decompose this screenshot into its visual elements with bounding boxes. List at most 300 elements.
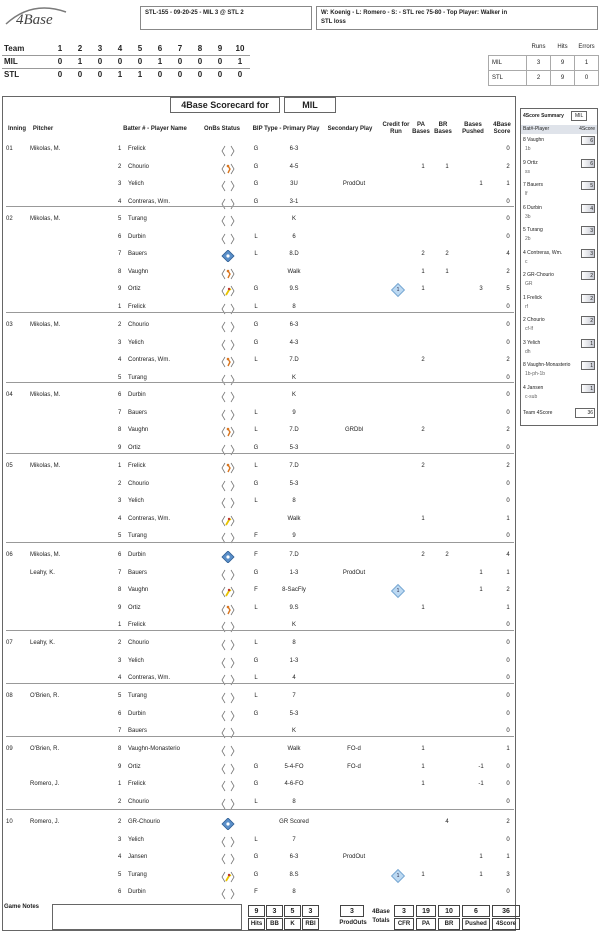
batter-name: Ortiz	[128, 763, 141, 770]
bip-type: L	[254, 604, 258, 611]
onbase-diamond-icon	[221, 621, 235, 633]
summary-position: 1b-ph-1b	[525, 371, 546, 377]
4base-score: 0	[506, 657, 510, 664]
bip-type: F	[254, 552, 258, 558]
table-row	[2, 477, 516, 495]
batter-number: 4	[118, 675, 122, 682]
table-row	[2, 300, 516, 318]
primary-play: 8	[292, 640, 296, 646]
table-row	[2, 618, 516, 636]
scorecard-title: 4Base Scorecard for	[170, 97, 280, 113]
table-row	[2, 689, 516, 707]
bases-pushed: 1	[479, 854, 483, 861]
batter-number: 6	[118, 889, 122, 896]
secondary-play: FO-d	[347, 763, 361, 770]
primary-play: K	[291, 728, 296, 735]
summary-position: c-sub	[525, 393, 538, 400]
4base-score: 0	[506, 409, 510, 416]
batter-number: 4	[118, 854, 122, 861]
bip-type: G	[253, 854, 259, 861]
4base-score: 3	[506, 871, 510, 878]
game-notes-box[interactable]	[52, 904, 242, 930]
batter-number: 7	[118, 569, 122, 576]
summary-player: 8 Vaughn	[523, 137, 545, 143]
pa-bases: 1	[421, 871, 425, 878]
onbase-diamond-icon	[221, 888, 235, 900]
br-bases: 1	[445, 268, 449, 275]
pa-bases: 1	[421, 746, 425, 752]
bip-type: L	[254, 463, 258, 469]
total-value: 5	[284, 905, 301, 917]
table-row	[2, 459, 516, 477]
table-row	[2, 423, 516, 441]
table-row	[2, 282, 516, 300]
primary-play: 8-SacFly	[282, 587, 306, 594]
summary-score: 1	[581, 384, 595, 393]
batter-name: Ortiz	[128, 604, 141, 611]
onbase-diamond-icon	[221, 871, 235, 883]
summary-player: 7 Bauers	[523, 182, 544, 188]
primary-play: Walk	[287, 515, 301, 522]
batter-number: 5	[118, 533, 122, 540]
batter-number: 3	[118, 181, 122, 188]
pitcher-name: Leahy, K.	[30, 640, 55, 646]
batter-name: Vaughn	[128, 587, 149, 594]
4base-score: 0	[506, 198, 510, 205]
4base-score: 1	[506, 746, 510, 752]
bip-type: G	[253, 198, 259, 205]
summary-score: 4	[581, 204, 595, 213]
4base-score: 0	[506, 728, 510, 735]
batter-name: Frelick	[128, 463, 146, 469]
bases-pushed: 1	[479, 587, 483, 594]
batter-name: Vaughn-Monasterio	[128, 746, 180, 752]
col-pushed: Bases Pushed	[462, 122, 484, 135]
primary-play: 3U	[290, 181, 298, 188]
pa-bases: 1	[421, 604, 425, 611]
inning-divider	[6, 542, 514, 543]
batter-number: 2	[118, 322, 122, 328]
total-label: RBI	[302, 918, 319, 930]
batter-name: Contreras, Wm.	[128, 357, 171, 364]
4base-score: 0	[506, 444, 510, 451]
pa-bases: 1	[421, 781, 425, 788]
table-row	[2, 230, 516, 248]
col-br: BR Bases	[434, 122, 452, 135]
onbase-diamond-icon	[221, 657, 235, 669]
primary-play: 8	[292, 798, 296, 805]
bip-type: L	[254, 693, 258, 699]
onbase-diamond-icon	[221, 409, 235, 421]
table-row	[2, 441, 516, 459]
inning-number: 07	[6, 640, 13, 646]
primary-play: 9	[292, 409, 296, 416]
bip-type: G	[253, 322, 259, 328]
table-row	[2, 760, 516, 778]
pitcher-name: Romero, J.	[30, 819, 60, 825]
batter-name: Durbin	[128, 392, 146, 398]
batter-name: Yelich	[128, 498, 144, 505]
table-row	[2, 795, 516, 813]
inning-number: 03	[6, 322, 13, 328]
pa-bases: 1	[421, 268, 425, 275]
4base-score: 0	[506, 322, 510, 328]
batter-name: Chourio	[128, 480, 150, 487]
4base-score: 0	[506, 498, 510, 505]
batter-number: 9	[118, 286, 122, 293]
summary-position: 1b	[525, 146, 531, 152]
inning-number: 02	[6, 216, 13, 222]
batter-number: 4	[118, 357, 122, 364]
total-value: 3	[302, 905, 319, 917]
bip-type: L	[254, 675, 258, 682]
batter-name: Yelich	[128, 339, 144, 346]
summary-score: 3	[581, 226, 595, 235]
4base-score: 1	[506, 569, 510, 576]
table-row	[2, 142, 516, 160]
batter-name: Frelick	[128, 781, 146, 788]
br-bases: 1	[445, 163, 449, 170]
pa-bases: 2	[421, 552, 425, 558]
4base-score: 1	[506, 604, 510, 611]
summary-score: 2	[581, 316, 595, 325]
inning-divider	[6, 382, 514, 383]
4base-score: 2	[506, 357, 510, 364]
primary-play: 7	[292, 693, 296, 699]
batter-name: Turang	[128, 693, 147, 699]
batter-name: Chourio	[128, 163, 150, 170]
total-value: 3	[266, 905, 283, 917]
batter-number: 2	[118, 798, 122, 805]
batter-name: Jansen	[128, 854, 148, 861]
onbase-diamond-icon	[221, 303, 235, 315]
pa-bases: 2	[421, 357, 425, 364]
table-row	[2, 494, 516, 512]
summary-position: lf	[525, 191, 528, 197]
4base-score: 0	[506, 480, 510, 487]
batter-name: Frelick	[128, 622, 146, 629]
4base-score: 0	[506, 304, 510, 310]
batter-number: 4	[118, 198, 122, 205]
batter-number: 1	[118, 146, 122, 152]
primary-play: 6-3	[289, 854, 299, 861]
onbase-diamond-icon	[221, 268, 235, 280]
table-row	[2, 566, 516, 584]
onbase-diamond-icon	[221, 780, 235, 792]
pitcher-name: Leahy, K.	[30, 569, 55, 576]
onbase-diamond-icon	[221, 692, 235, 704]
4base-score: 0	[506, 836, 510, 843]
batter-number: 6	[118, 233, 122, 240]
4base-score: 0	[506, 675, 510, 682]
primary-play: 7.D	[289, 552, 299, 558]
batter-number: 6	[118, 710, 122, 717]
pa-bases: 1	[421, 763, 425, 770]
primary-play: 9.S	[289, 286, 299, 293]
4base-score: 0	[506, 640, 510, 646]
secondary-play: GRDbl	[344, 427, 363, 434]
table-row	[2, 177, 516, 195]
4base-score: 2	[506, 463, 510, 469]
4base-score: 1	[506, 854, 510, 861]
summary-position: rf	[525, 303, 529, 310]
4base-score: 0	[506, 622, 510, 629]
4base-score: 0	[506, 146, 510, 152]
total-label: PA	[416, 918, 436, 930]
batter-name: Frelick	[128, 146, 146, 152]
bip-type: G	[253, 146, 259, 152]
pitcher-name: Romero, J.	[30, 781, 60, 788]
summary-player: 8 Vaughn-Monasterio	[523, 362, 571, 368]
credit-value: 1	[396, 872, 400, 879]
total-label: K	[284, 918, 301, 930]
bip-type: L	[254, 304, 258, 310]
batter-name: GR-Chourio	[128, 819, 161, 825]
onbase-diamond-icon	[221, 180, 235, 192]
batter-number: 2	[118, 640, 122, 646]
br-bases: 4	[445, 819, 449, 825]
batter-name: Chourio	[128, 798, 150, 805]
bip-type: L	[254, 233, 258, 240]
col-score: 4Base Score	[493, 122, 511, 135]
table-row	[2, 336, 516, 354]
table-row	[2, 707, 516, 725]
table-row	[2, 160, 516, 178]
primary-play: K	[291, 622, 296, 629]
onbase-diamond-icon	[221, 853, 235, 865]
primary-play: Walk	[287, 746, 301, 752]
batter-name: Bauers	[128, 569, 148, 576]
primary-play: 8	[292, 498, 296, 505]
bases-pushed: 1	[479, 569, 483, 576]
credit-run-icon	[391, 869, 405, 883]
batter-number: 1	[118, 781, 122, 788]
primary-play: 7	[292, 836, 296, 843]
batter-number: 3	[118, 498, 122, 505]
total-label: Pushed	[462, 918, 490, 930]
onbase-diamond-icon	[221, 569, 235, 581]
batter-number: 8	[118, 268, 122, 275]
game-info: STL-155 - 09-20-25 - MIL 3 @ STL 2	[140, 6, 312, 30]
inning-divider	[6, 683, 514, 684]
prodouts-label: ProdOuts	[339, 920, 367, 926]
table-row	[2, 548, 516, 566]
table-row	[2, 212, 516, 230]
onbase-diamond-icon	[221, 250, 235, 262]
bip-type: G	[253, 763, 259, 770]
primary-play: 5-3	[289, 480, 299, 487]
4base-score: 0	[506, 392, 510, 398]
totals-label: Totals	[372, 918, 390, 924]
inning-number: 09	[6, 746, 13, 752]
col-batter: Batter # - Player Name	[123, 126, 187, 132]
4base-score: 0	[506, 216, 510, 222]
table-row	[2, 406, 516, 424]
batter-number: 5	[118, 216, 122, 222]
primary-play: 5-3	[289, 444, 299, 451]
batter-number: 3	[118, 339, 122, 346]
bases-pushed: 3	[479, 286, 483, 293]
bip-type: G	[253, 286, 259, 293]
play-rows	[2, 0, 516, 935]
batter-number: 5	[118, 871, 122, 878]
table-row	[2, 671, 516, 689]
onbase-diamond-icon	[221, 356, 235, 368]
pa-bases: 1	[421, 163, 425, 170]
batter-number: 8	[118, 587, 122, 594]
bip-type: L	[254, 251, 258, 258]
bip-type: F	[254, 889, 258, 896]
4base-score: 0	[506, 763, 510, 770]
inning-number: 06	[6, 552, 13, 558]
primary-play: 7.D	[289, 463, 299, 469]
primary-play: 5-3	[289, 710, 299, 717]
summary-position: ss	[525, 168, 530, 175]
table-row	[2, 815, 516, 833]
4base-score: 2	[506, 587, 510, 594]
4base-score: 5	[506, 286, 510, 293]
table-row	[2, 265, 516, 283]
bip-type: G	[253, 444, 259, 451]
table-row	[2, 195, 516, 213]
summary-position: c	[525, 258, 528, 265]
col-pa: PA Bases	[412, 122, 430, 135]
primary-play: 8.D	[289, 251, 299, 258]
onbase-diamond-icon	[221, 145, 235, 157]
onbase-diamond-icon	[221, 339, 235, 351]
batter-name: Yelich	[128, 657, 144, 664]
onbase-diamond-icon	[221, 763, 235, 775]
table-row	[2, 601, 516, 619]
total-value: 6	[462, 905, 490, 917]
inning-divider	[6, 630, 514, 631]
inning-divider	[6, 206, 514, 207]
primary-play: 6	[292, 233, 296, 240]
bip-type: G	[253, 657, 259, 664]
batter-name: Turang	[128, 533, 147, 540]
batter-name: Bauers	[128, 409, 148, 416]
bip-type: L	[254, 640, 258, 646]
bip-type: G	[253, 569, 259, 576]
onbase-diamond-icon	[221, 586, 235, 598]
batter-number: 9	[118, 604, 122, 611]
inning-number: 08	[6, 693, 13, 699]
4score-summary: 4Score Summary MIL Bat#-Player 4Score 8 Vaughn 1b 6 9 Ortiz ss 6 7 Bauers lf 5 6 Durbin 3b 4 5 Turang 2b 3 4 Contreras, Wm. c 3 2 GR-Chourio GR 2 1 Frelick rf 2 2 Chourio cf-lf 2 3 Yelich dh 1 8 Vaughn-Monasterio 1b-ph-1b 1 4 Jansen c-sub 1 Team 4Score 36	[520, 108, 598, 426]
bases-pushed: -1	[478, 781, 484, 788]
secondary-play: ProdOut	[342, 181, 366, 188]
table-row	[2, 353, 516, 371]
primary-play: 9	[292, 533, 296, 540]
4base-score: 0	[506, 798, 510, 805]
primary-play: K	[291, 374, 296, 381]
batter-number: 7	[118, 251, 122, 258]
onbase-diamond-icon	[221, 233, 235, 245]
table-row	[2, 529, 516, 547]
summary-player: 9 Ortiz	[523, 159, 538, 166]
summary-player: 1 Frelick	[523, 294, 542, 301]
onbase-diamond-icon	[221, 639, 235, 651]
4base-score: 4	[506, 251, 510, 258]
table-row	[2, 512, 516, 530]
onbase-diamond-icon	[221, 551, 235, 563]
4base-score: 0	[506, 233, 510, 240]
batter-number: 6	[118, 552, 122, 558]
onbase-diamond-icon	[221, 674, 235, 686]
4base-score: 0	[506, 889, 510, 896]
bip-type: G	[253, 339, 259, 346]
totals-label: 4Base	[372, 909, 390, 915]
onbase-diamond-icon	[221, 426, 235, 438]
batter-number: 2	[118, 480, 122, 487]
primary-play: 8	[292, 889, 296, 896]
summary-position: GR	[525, 281, 533, 287]
primary-play: 1-3	[289, 569, 299, 576]
col-onbase: OnBs Status	[203, 126, 240, 132]
bip-type: G	[253, 163, 259, 170]
summary-score: 3	[581, 249, 595, 258]
bip-type: G	[253, 781, 259, 788]
onbase-diamond-icon	[221, 285, 235, 297]
onbase-diamond-icon	[221, 163, 235, 175]
svg-text:4Base: 4Base	[16, 12, 53, 28]
primary-play: K	[291, 392, 296, 398]
primary-play: K	[291, 216, 296, 222]
summary-player: 4 Contreras, Wm.	[523, 249, 563, 256]
onbase-diamond-icon	[221, 515, 235, 527]
batter-name: Ortiz	[128, 444, 141, 451]
pa-bases: 1	[421, 286, 425, 293]
prodouts-value: 3	[340, 905, 364, 917]
4base-score: 2	[506, 163, 510, 170]
batter-number: 9	[118, 444, 122, 451]
table-row	[2, 850, 516, 868]
batter-number: 4	[118, 515, 122, 522]
batter-name: Chourio	[128, 640, 150, 646]
table-row	[2, 654, 516, 672]
inning-number: 05	[6, 463, 13, 469]
table-row	[2, 724, 516, 742]
total-label: BR	[438, 918, 460, 930]
summary-player: 3 Yelich	[523, 339, 541, 346]
total-label: 4Score	[492, 918, 520, 930]
bip-type: G	[253, 871, 259, 878]
onbase-diamond-icon	[221, 727, 235, 739]
batter-name: Yelich	[128, 836, 144, 843]
batter-number: 7	[118, 728, 122, 735]
summary-position: 3b	[525, 213, 531, 220]
table-row	[2, 868, 516, 886]
total-value: 3	[394, 905, 414, 917]
scorecard-team: MIL	[284, 97, 336, 113]
pa-bases: 2	[421, 251, 425, 258]
table-row	[2, 742, 516, 760]
batter-name: Durbin	[128, 889, 146, 896]
batter-name: Bauers	[128, 728, 148, 735]
pa-bases: 1	[421, 515, 425, 522]
pitcher-name: Mikolas, M.	[30, 322, 61, 328]
primary-play: 7.D	[289, 427, 299, 434]
4base-score: 2	[506, 819, 510, 825]
4base-score: 0	[506, 693, 510, 699]
batter-number: 3	[118, 836, 122, 843]
runs-hits-errors: Runs Hits Errors MIL 3 9 1 STL 2 9 0	[488, 40, 599, 86]
col-pitcher: Pitcher	[32, 126, 54, 132]
pitcher-name: Mikolas, M.	[30, 392, 61, 398]
batter-name: Frelick	[128, 304, 146, 310]
batter-name: Durbin	[128, 710, 146, 717]
total-value: 19	[416, 905, 436, 917]
4base-score: 2	[506, 427, 510, 434]
